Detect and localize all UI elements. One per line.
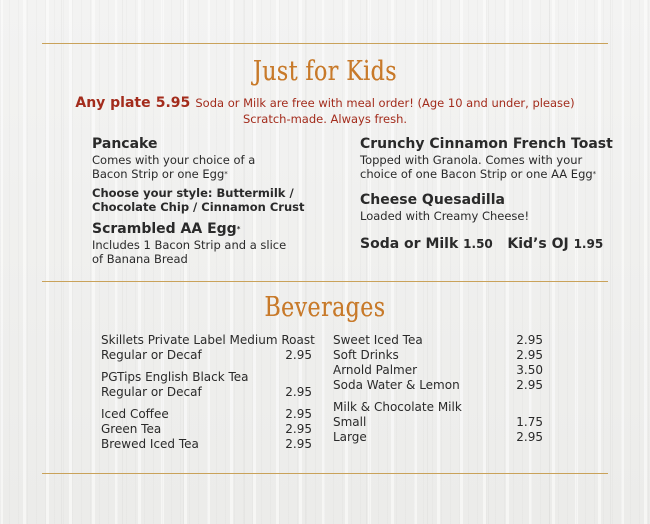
beverage-price: 2.95	[516, 430, 543, 444]
beverage-price: 2.95	[285, 437, 312, 451]
beverage-row	[101, 407, 312, 422]
item-description: Includes 1 Bacon Strip and a slice	[92, 238, 287, 252]
beverage-name: Milk & Chocolate Milk	[333, 400, 462, 414]
item-name: Pancake	[92, 136, 158, 152]
menu-item-quesadilla	[360, 192, 620, 223]
item-name: Cheese Quesadilla	[360, 192, 505, 208]
any-plate-price: 5.95	[155, 95, 191, 111]
beverage-name: PGTips English Black Tea	[101, 370, 249, 384]
item-style-options: Choose your style: Buttermilk /	[92, 186, 294, 200]
kids-drink-note: Soda or Milk are free with meal order! (Age 10 and under, please)	[195, 96, 575, 110]
beverage-price: 2.95	[285, 407, 312, 421]
beverage-price: 2.95	[285, 348, 312, 362]
item-description: Comes with your choice of a	[92, 153, 256, 167]
beverage-name: Small	[333, 415, 367, 429]
beverage-row	[101, 333, 315, 348]
beverage-price: 2.95	[516, 333, 543, 347]
item-description: Loaded with Creamy Cheese!	[360, 209, 530, 223]
asterisk: *	[224, 170, 228, 178]
beverage-name: Soda Water & Lemon	[333, 378, 460, 392]
kids-left-column	[92, 136, 332, 266]
soda-milk-price: 1.50	[463, 237, 493, 251]
list-spacer	[333, 393, 543, 400]
beverage-price: 2.95	[516, 348, 543, 362]
kids-oj-price: 1.95	[573, 237, 604, 251]
beverage-price: 1.75	[516, 415, 543, 429]
beverage-name: Green Tea	[101, 422, 162, 436]
beverage-row	[101, 385, 312, 400]
asterisk: *	[592, 170, 597, 178]
beverage-row	[333, 430, 543, 445]
beverage-price: 2.95	[285, 422, 312, 436]
beverage-row	[101, 437, 312, 452]
menu-item-scrambled-egg	[92, 221, 332, 266]
bottom-divider	[42, 473, 608, 474]
item-description: Topped with Granola. Comes with your	[360, 153, 583, 167]
middle-divider	[42, 281, 608, 282]
beverage-name: Sweet Iced Tea	[333, 333, 423, 347]
beverage-row	[333, 378, 543, 393]
soda-milk-label: Soda or Milk	[360, 236, 459, 252]
beverage-price: 2.95	[516, 378, 543, 392]
beverage-row	[333, 348, 543, 363]
item-description	[92, 167, 332, 181]
beverage-name: Regular or Decaf	[101, 348, 202, 362]
beverage-name: Large	[333, 430, 367, 444]
beverage-name: Brewed Iced Tea	[101, 437, 199, 451]
item-name: Scrambled AA Egg	[92, 221, 237, 237]
kids-tagline: Scratch-made. Always fresh.	[242, 112, 408, 126]
beverages-left-list	[101, 333, 315, 452]
beverage-row	[333, 363, 543, 378]
beverage-price: 2.95	[285, 385, 312, 399]
beverages-section-title: Beverages	[264, 292, 386, 323]
any-plate-label: Any plate	[75, 95, 151, 111]
beverage-name: Arnold Palmer	[333, 363, 418, 377]
kids-drinks-line	[360, 236, 620, 253]
list-spacer	[101, 400, 312, 407]
beverage-row	[101, 348, 312, 363]
kids-intro	[0, 92, 650, 126]
beverage-row	[333, 415, 543, 430]
beverage-row	[333, 400, 543, 415]
top-divider	[42, 43, 608, 44]
beverage-row	[101, 370, 312, 385]
beverage-row	[333, 333, 543, 348]
item-style-options: Chocolate Chip / Cinnamon Crust	[92, 200, 305, 214]
beverages-right-list	[333, 333, 543, 445]
list-spacer	[101, 363, 312, 370]
beverage-price: 3.50	[516, 363, 543, 377]
kids-right-column	[360, 136, 620, 253]
beverage-name: Skillets Private Label Medium Roast	[101, 333, 315, 347]
item-name: Crunchy Cinnamon French Toast	[360, 136, 613, 152]
kids-section-title: Just for Kids	[252, 56, 398, 87]
asterisk: *	[236, 225, 241, 233]
item-description-text: Bacon Strip or one Egg	[92, 167, 225, 181]
kids-oj-label: Kid’s OJ	[507, 236, 569, 252]
item-description: of Banana Bread	[92, 252, 188, 266]
beverage-name: Iced Coffee	[101, 407, 169, 421]
beverage-name: Soft Drinks	[333, 348, 399, 362]
item-description: choice of one Bacon Strip or one AA Egg	[360, 167, 593, 181]
beverage-row	[101, 422, 312, 437]
menu-item-pancake	[92, 136, 332, 214]
menu-item-french-toast	[360, 136, 620, 181]
beverage-name: Regular or Decaf	[101, 385, 202, 399]
